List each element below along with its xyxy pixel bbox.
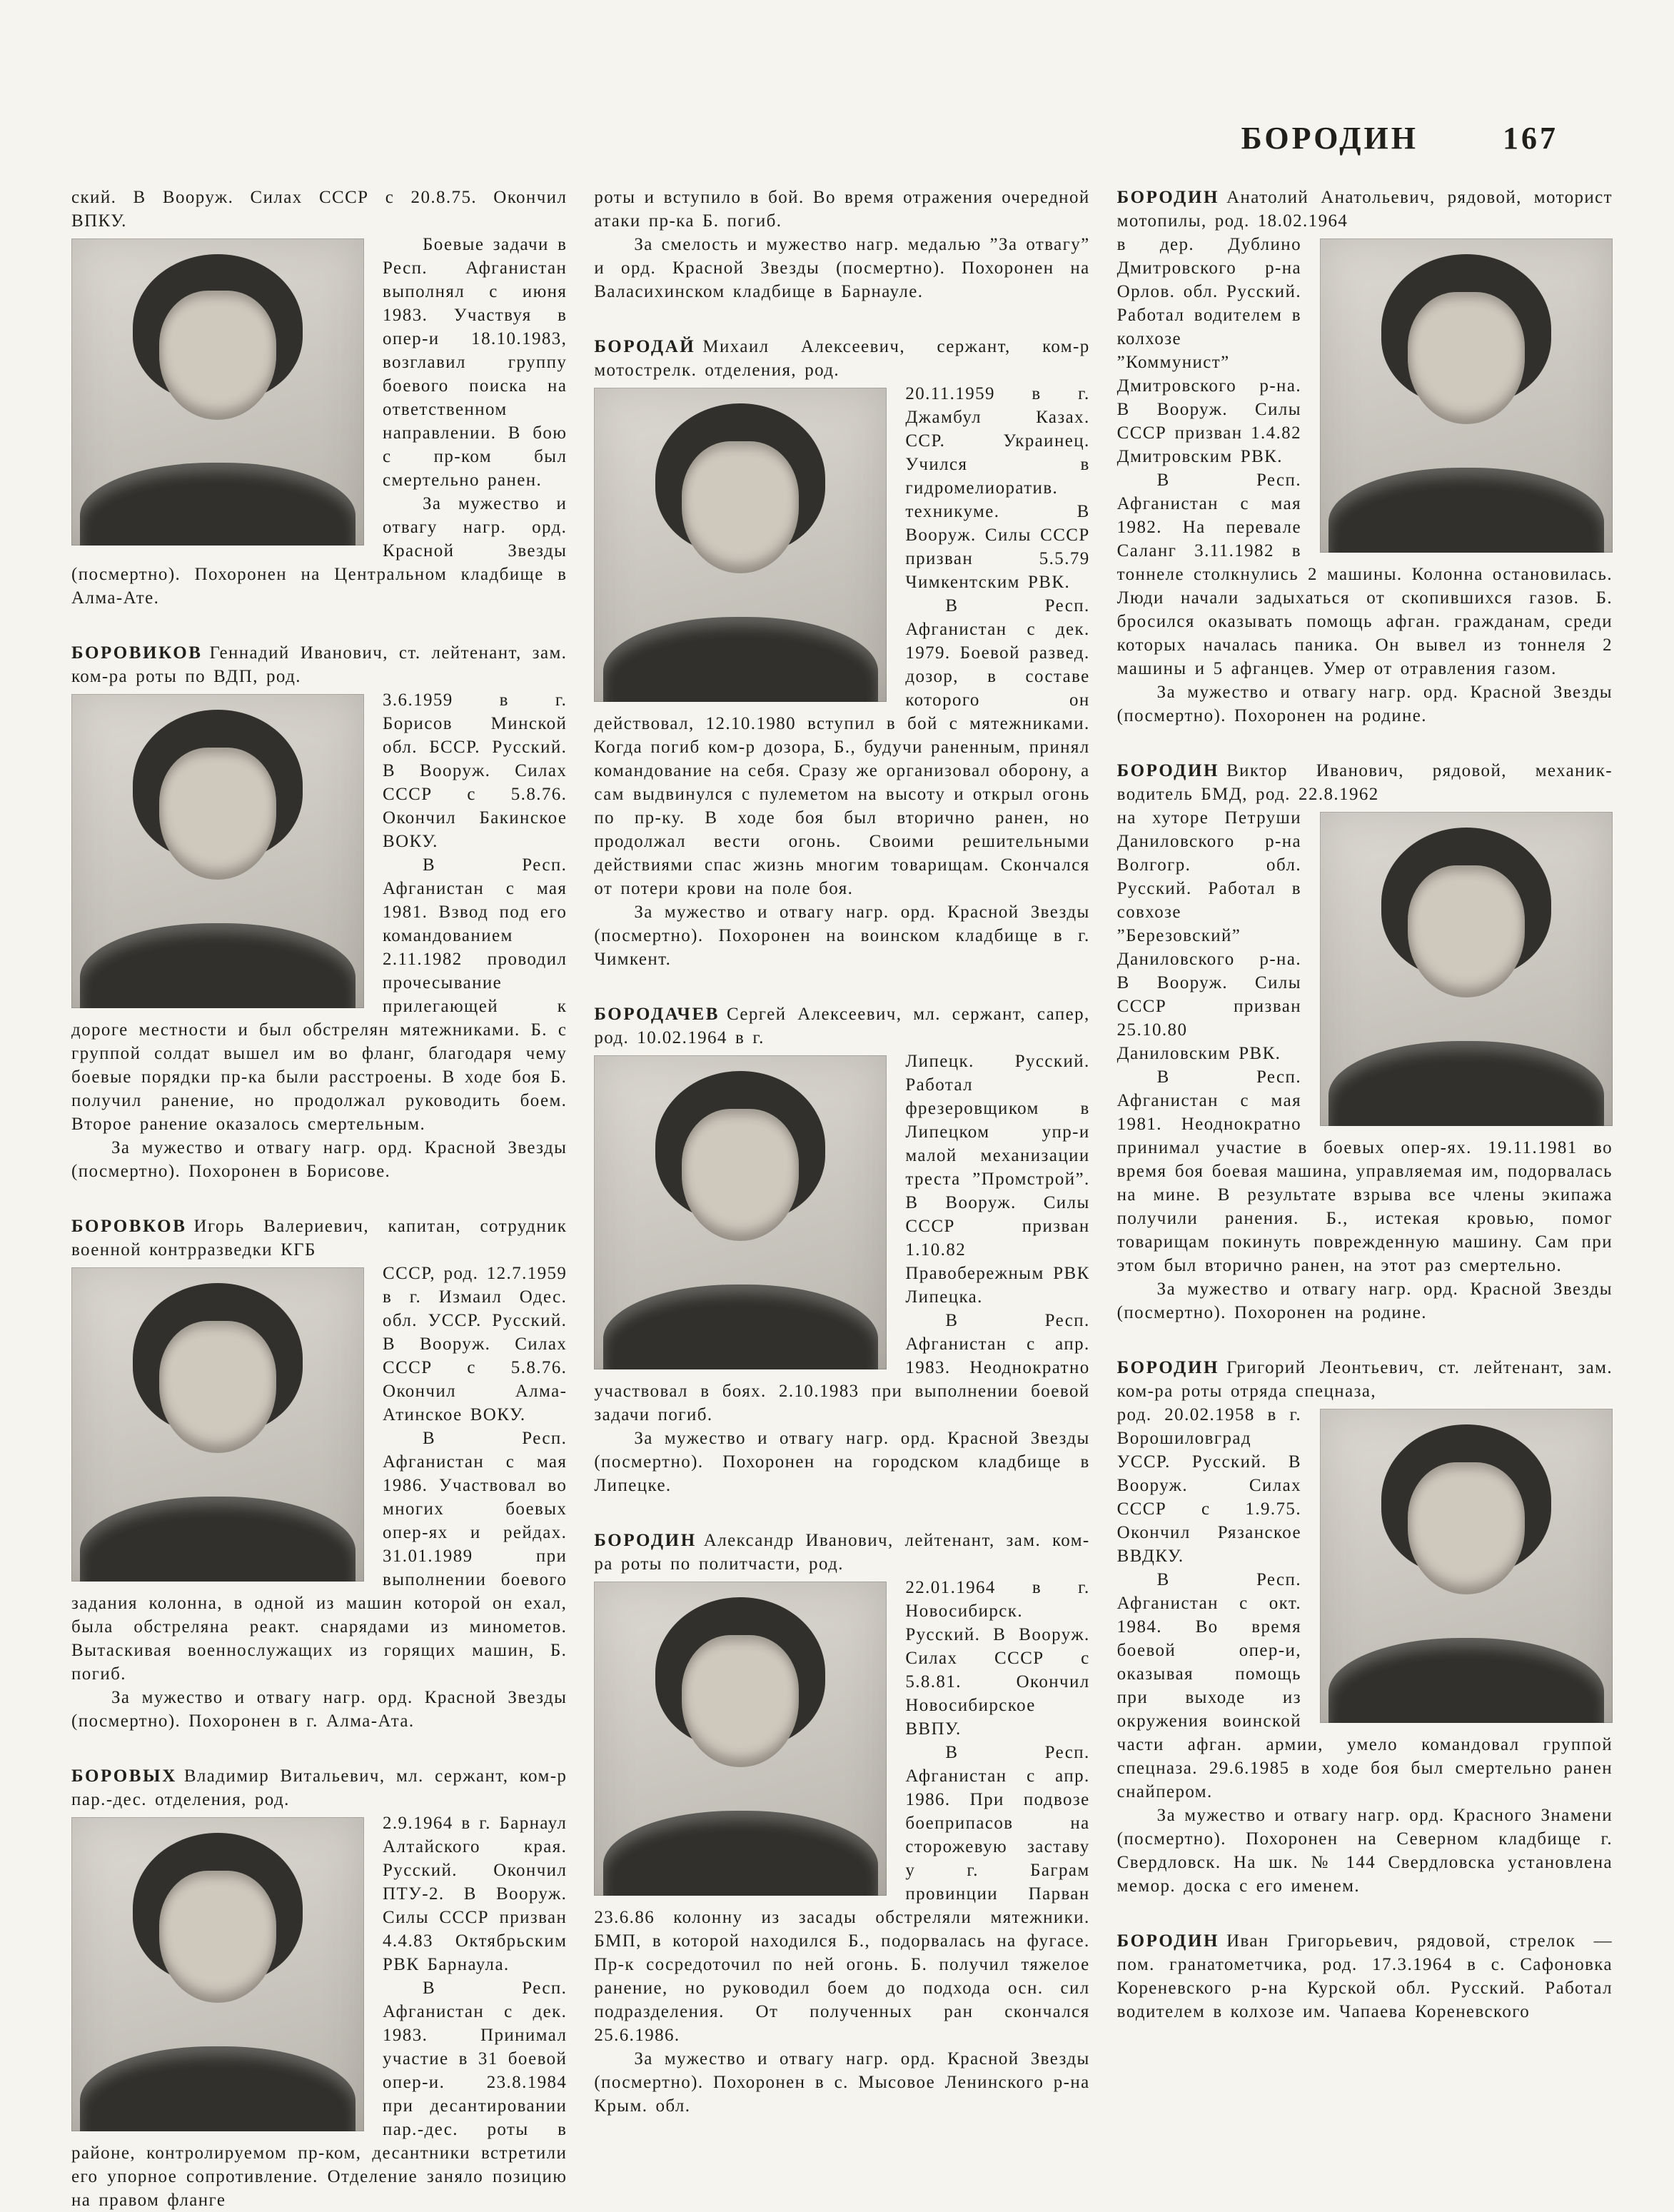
entry-continuation-borovykh [594, 186, 1089, 303]
portrait-photo [71, 1817, 364, 2131]
entry-surname: БОРОДИН [1116, 188, 1220, 207]
entry-boroday [594, 335, 1089, 971]
paragraph [1117, 1804, 1613, 1898]
paragraph-text: В Респ. Афганистан с мая 1986. Участвовал во многих боевых опер-ях и рейдах. 31.01.1989 при выполнении боевого задания колонна, в одной из машин которой он ехал, была обстреляна реакт. снарядами из минометов. Вытаскивая военнослужащих из горящих машин, Б. погиб. [71, 1429, 568, 1684]
portrait-shoulders [1328, 1041, 1603, 1126]
portrait-photo [71, 238, 364, 546]
paragraph [71, 1136, 567, 1183]
paragraph [1117, 186, 1613, 233]
paragraph-text: 20.11.1959 в г. Джамбул Казах. ССР. Украинец. Учился в гидромелиоратив. техникуме. В Вооруж. Силы СССР призван 5.5.79 Чимкентским РВК. [905, 384, 1090, 592]
paragraph [1117, 759, 1613, 806]
entry-borodin-grigory [1117, 1356, 1613, 1898]
running-head [71, 120, 1558, 156]
paragraph-text: Геннадий Иванович, ст. лейтенант, зам. ком-ра роты по ВДП, род. [71, 643, 568, 686]
paragraph-text: Иван Григорьевич, рядовой, стрелок — пом. гранатометчика, род. 17.3.1964 в с. Сафоновка Кореневского р-на Курской обл. Русский. Работал водителем в колхозе им. Чапаева Кореневского [1116, 1931, 1613, 2021]
paragraph [594, 335, 1089, 382]
paragraph-text: Владимир Витальевич, мл. сержант, ком-р пар.-дес. отделения, род. [71, 1766, 568, 1809]
paragraph [1117, 1929, 1613, 2024]
entry-borodin-ivan [1117, 1929, 1613, 2024]
entry-borovykh [71, 1764, 567, 2212]
paragraph-text: В Респ. Афганистан с мая 1982. На перевале Саланг 3.11.1982 в тоннеле столкнулись 2 машины. Колонна остановилась. Люди начали задыхаться от скопившихся газов. Б. бросился оказывать помощь афган. гражданам, среди которых началась паника. Он вывел из тоннеля 2 машины и 5 афганцев. Умер от отравления газом. [1116, 471, 1613, 678]
page-number: 167 [1503, 121, 1558, 156]
paragraph-text: род. 20.02.1958 в г. Ворошиловград УССР. Русский. В Вооруж. Силах СССР с 1.9.75. Окончил Рязанское ВВДКУ. [1116, 1405, 1301, 1566]
portrait-shoulders [80, 1497, 355, 1582]
paragraph [594, 900, 1089, 971]
paragraph [594, 186, 1089, 233]
paragraph-text: Григорий Леонтьевич, ст. лейтенант, зам. ком-ра роты отряда спецназа, [1116, 1358, 1613, 1401]
portrait-photo [71, 694, 364, 1008]
portrait-face [159, 1871, 276, 2003]
portrait-shoulders [603, 1285, 878, 1369]
portrait-face [682, 1109, 799, 1241]
paragraph-text: Сергей Алексеевич, мл. сержант, сапер, род. 10.02.1964 в г. [594, 1005, 1090, 1047]
paragraph-text: на хуторе Петруши Даниловского р-на Волгогр. обл. Русский. Работал в совхозе ”Березовский” Даниловского р-на. В Вооруж. Силы СССР призван 25.10.80 Даниловским РВК. [1116, 808, 1301, 1063]
paragraph-text: роты и вступило в бой. Во время отражения очередной атаки пр-ка Б. погиб. [594, 188, 1090, 231]
portrait-shoulders [1328, 1638, 1603, 1723]
portrait-face [682, 1635, 799, 1767]
portrait-shoulders [80, 923, 355, 1008]
portrait-face [1408, 292, 1525, 424]
paragraph-text: 22.01.1964 в г. Новосибирск. Русский. В Вооруж. Силах СССР с 5.8.81. Окончил Новосибирское ВВПУ. [905, 1578, 1090, 1739]
portrait-shoulders [603, 617, 878, 702]
entry-surname: БОРОДАЧЕВ [594, 1005, 720, 1024]
entry-borodin-viktor [1117, 759, 1613, 1324]
portrait-photo [1320, 1409, 1613, 1723]
paragraph-text: В Респ. Афганистан с апр. 1986. При подвозе боеприпасов на сторожевую заставу у г. Баграм провинции Парван 23.6.86 колонну из засады обстреляли мятежники. БМП, в которой находился Б., подорвалась на фугасе. Пр-к сосредоточил по ней огонь. Б. получил тяжелое ранение, но руководил боем до подхода осн. сил подразделения. От полученных ран скончался 25.6.1986. [594, 1743, 1090, 2045]
paragraph-text: За мужество и отвагу нагр. орд. Красной Звезды (посмертно). Похоронен в г. Алма-Ата. [71, 1688, 568, 1731]
portrait-shoulders [80, 463, 355, 546]
entry-surname: БОРОДАЙ [594, 337, 696, 356]
portrait-photo [594, 1582, 887, 1896]
paragraph-text: За мужество и отвагу нагр. орд. Красной Звезды (посмертно). Похоронен на воинском кладбище в г. Чимкент. [594, 903, 1090, 969]
page-header-title: БОРОДИН [1241, 121, 1418, 156]
paragraph [594, 233, 1089, 303]
entry-surname: БОРОВИКОВ [71, 643, 203, 663]
paragraph-text: Виктор Иванович, рядовой, механик-водитель БМД, род. 22.8.1962 [1116, 761, 1613, 804]
paragraph-text: В Респ. Афганистан с мая 1981. Взвод под его командованием 2.11.1982 проводил прочесывание прилегающей к дороге местности и был обстрелян мятежниками. Б. с группой солдат вышел им во фланг, благодаря чему боевые порядки пр-ка были расстроены. В ходе боя Б. получил ранение, но продолжал руководить боем. Второе ранение оказалось смертельным. [71, 855, 568, 1134]
column-3 [1117, 186, 1613, 2164]
portrait-face [159, 748, 276, 880]
paragraph [71, 641, 567, 688]
paragraph [594, 2047, 1089, 2118]
paragraph [1117, 680, 1613, 728]
portrait-face [1408, 1462, 1525, 1594]
paragraph-text: За мужество и отвагу нагр. орд. Красной Звезды (посмертно). Похоронен на родине. [1116, 1280, 1613, 1322]
entry-continuation-prev [71, 186, 567, 610]
portrait-shoulders [80, 2046, 355, 2131]
entry-surname: БОРОВЫХ [71, 1766, 177, 1786]
paragraph [71, 1686, 567, 1733]
portrait-face [159, 1321, 276, 1453]
paragraph [594, 1529, 1089, 1576]
entry-surname: БОРОДИН [594, 1531, 697, 1550]
paragraph [71, 186, 567, 233]
paragraph-text: В Респ. Афганистан с мая 1981. Неоднократно принимал участие в боевых опер-ях. 19.11.1981 во время боя боевая машина, управляемая им, подорвалась на мине. В результате взрыва все члены экипажа получили ранения. Б., истекая кровью, помог товарищам покинуть поврежденную машину. Сам при этом был вторично ранен, на этот раз смертельно. [1116, 1067, 1613, 1275]
paragraph-text: За мужество и отвагу нагр. орд. Красной Звезды (посмертно). Похоронен на Центральном кладбище в Алма-Ате. [71, 494, 568, 608]
portrait-photo [71, 1267, 364, 1582]
column-1 [71, 186, 568, 2210]
entry-surname: БОРОДИН [1116, 1931, 1220, 1951]
paragraph-text: В Респ. Афганистан с окт. 1984. Во время боевой опер-и, оказывая помощь при выходе из окружения воинской части афган. армии, умело командовал группой спецназа. 29.6.1985 в ходе боя был смертельно ранен снайпером. [1116, 1570, 1613, 1801]
paragraph-text: В Респ. Афганистан с дек. 1979. Боевой развед. дозор, в составе которого он действовал, 12.10.1980 вступил в бой с мятежниками. Когда погиб ком-р дозора, Б., будучи раненным, принял командование на себя. Сразу же организовал оборону, а сам выдвинулся с пулеметом на высоту и открыл огонь по пр-ку. В ходе боя был вторично ранен, но продолжал вести огонь. Своими решительными действиями спас жизнь многим товарищам. Скончался от потери крови на поле боя. [594, 596, 1090, 898]
portrait-photo [594, 1055, 887, 1369]
portrait-photo [594, 388, 887, 702]
portrait-face [682, 441, 799, 573]
paragraph-text: За мужество и отвагу нагр. орд. Красной Звезды (посмертно). Похоронен в Борисове. [71, 1138, 568, 1181]
paragraph-text: Игорь Валериевич, капитан, сотрудник военной контрразведки КГБ [71, 1217, 568, 1260]
paragraph-text: 2.9.1964 в г. Барнаул Алтайского края. Русский. Окончил ПТУ-2. В Вооруж. Силы СССР призван 4.4.83 Октябрьским РВК Барнаула. [383, 1814, 568, 1974]
paragraph [1117, 1277, 1613, 1324]
text-columns [71, 186, 1613, 2210]
paragraph [594, 1002, 1089, 1050]
portrait-shoulders [603, 1811, 878, 1896]
paragraph-text: В Респ. Афганистан с дек. 1983. Принимал участие в 31 боевой опер-и. 23.8.1984 при десантировании пар.-дес. роты в районе, контролируемом пр-ком, десантники встретили его упорное сопротивление. Отделение заняло позицию на правом фланге [71, 1979, 568, 2210]
paragraph-text: в дер. Дублино Дмитровского р-на Орлов. обл. Русский. Работал водителем в колхозе ”Коммунист” Дмитровского р-на. В Вооруж. Силы СССР призван 1.4.82 Дмитровским РВК. [1116, 235, 1301, 466]
paragraph-text: В Респ. Афганистан с апр. 1983. Неоднократно участвовал в боях. 2.10.1983 при выполнении боевой задачи погиб. [594, 1311, 1090, 1424]
paragraph-text: Михаил Алексеевич, сержант, ком-р мотострелк. отделения, род. [594, 337, 1090, 380]
paragraph-text: За мужество и отвагу нагр. орд. Красного Знамени (посмертно). Похоронен на Северном кладбище г. Свердловск. На шк. № 144 Свердловска установлена мемор. доска с его именем. [1116, 1806, 1613, 1896]
paragraph-text: За мужество и отвагу нагр. орд. Красной Звезды (посмертно). Похоронен на родине. [1116, 683, 1613, 725]
entry-surname: БОРОВКОВ [71, 1217, 187, 1236]
paragraph-text: За смелость и мужество нагр. медалью ”За отвагу” и орд. Красной Звезды (посмертно). Похоронен на Валасихинском кладбище в Барнауле. [594, 235, 1090, 301]
paragraph [71, 1764, 567, 1811]
paragraph-text: ский. В Вооруж. Силах СССР с 20.8.75. Окончил ВПКУ. [71, 188, 568, 231]
entry-borodachev [594, 1002, 1089, 1497]
paragraph-text: Анатолий Анатольевич, рядовой, моторист мотопилы, род. 18.02.1964 [1116, 188, 1613, 231]
paragraph-text: Липецк. Русский. Работал фрезеровщиком в Липецком упр-и малой механизации треста ”Промстрой”. В Вооруж. Силы СССР призван 1.10.82 Правобережным РВК Липецка. [905, 1052, 1090, 1307]
portrait-shoulders [1328, 468, 1603, 553]
paragraph [1117, 1356, 1613, 1403]
portrait-photo [1320, 238, 1613, 553]
entry-borodin-anatoly [1117, 186, 1613, 728]
entry-borovikov [71, 641, 567, 1183]
paragraph-text: Боевые задачи в Респ. Афганистан выполнял с июня 1983. Участвуя в опер-и 18.10.1983, возглавил группу боевого поиска на ответственном направлении. В бою с пр-ком был смертельно ранен. [383, 235, 568, 490]
portrait-face [1408, 865, 1525, 997]
paragraph-text: За мужество и отвагу нагр. орд. Красной Звезды (посмертно). Похоронен в с. Мысовое Ленинского р-на Крым. обл. [594, 2049, 1090, 2116]
portrait-face [159, 291, 276, 420]
column-2 [594, 186, 1089, 2164]
paragraph [594, 1427, 1089, 1497]
paragraph-text: 3.6.1959 в г. Борисов Минской обл. БССР. Русский. В Вооруж. Силах СССР с 5.8.76. Окончил Бакинское ВОКУ. [383, 690, 568, 851]
portrait-photo [1320, 812, 1613, 1126]
paragraph-text: За мужество и отвагу нагр. орд. Красной Звезды (посмертно). Похоронен на городском кладбище в Липецке. [594, 1429, 1090, 1495]
paragraph [71, 1215, 567, 1262]
entry-surname: БОРОДИН [1116, 1358, 1220, 1377]
paragraph-text: СССР, род. 12.7.1959 в г. Измаил Одес. обл. УССР. Русский. В Вооруж. Силах СССР с 5.8.76. Окончил Алма-Атинское ВОКУ. [383, 1264, 568, 1424]
paragraph-text: Александр Иванович, лейтенант, зам. ком-ра роты по политчасти, род. [594, 1531, 1090, 1574]
entry-surname: БОРОДИН [1116, 761, 1220, 780]
entry-borovkov [71, 1215, 567, 1733]
entry-borodin-aleksandr [594, 1529, 1089, 2118]
